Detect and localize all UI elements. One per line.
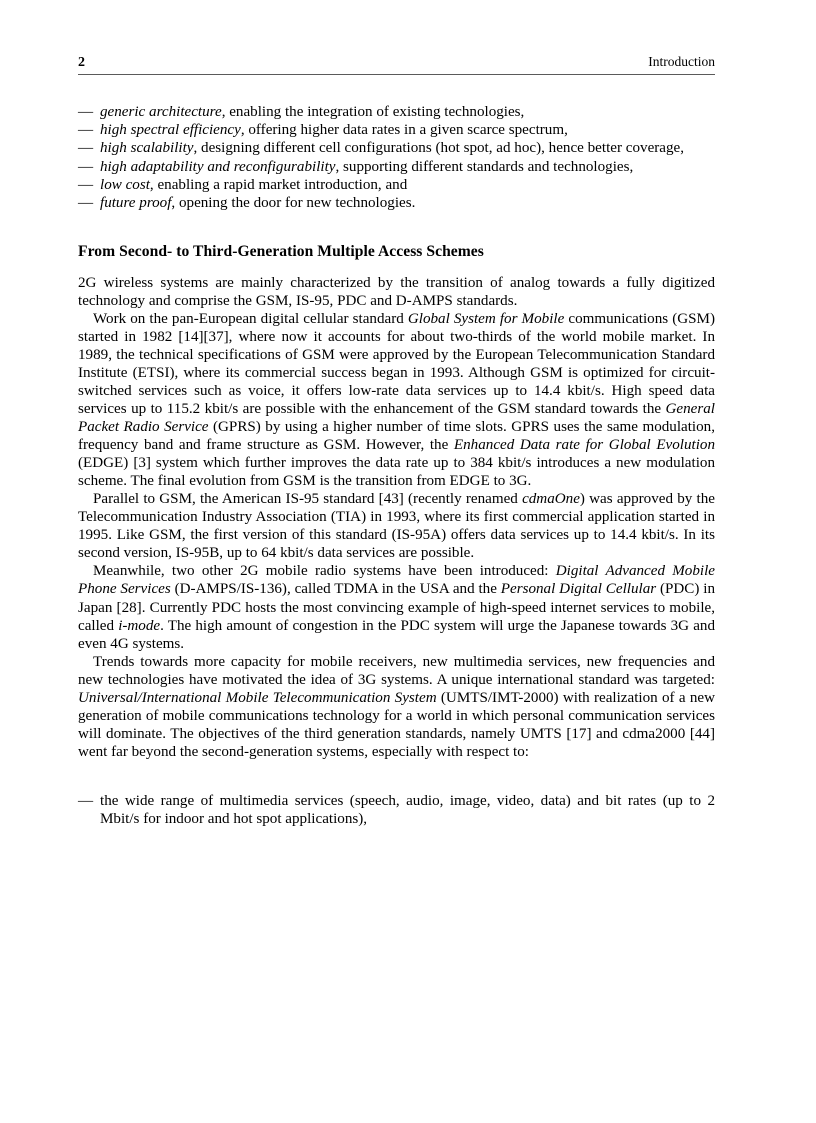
list-item bbox=[78, 176, 715, 194]
em-dash-marker: — bbox=[78, 176, 94, 193]
list-item-text: , enabling the integration of existing technologies, bbox=[221, 104, 525, 121]
term-damps: Digital Advanced Mobile Phone Services bbox=[78, 563, 715, 598]
paragraph-text: (EDGE) [3] system which further improves the data rate up to 384 kbit/s introduces a new modulation scheme. The final evolution from GSM is the transition from EDGE to 3G. bbox=[78, 455, 715, 490]
list-item-text: , offering higher data rates in a given scarce spectrum, bbox=[240, 122, 568, 139]
term-cdmaone: cdmaOne bbox=[522, 491, 580, 508]
paragraph-text: (PDC) in Japan [28]. Currently PDC hosts the most convincing example of high-speed internet services to mobile, called bbox=[78, 581, 716, 634]
spacer bbox=[78, 261, 715, 274]
list-item-lead: high spectral efficiency bbox=[100, 122, 241, 139]
list-item-lead: high scalability bbox=[100, 140, 194, 157]
paragraph-text: Work on the pan-European digital cellular standard bbox=[93, 310, 408, 327]
objectives-list bbox=[78, 792, 715, 828]
paragraph-text: Trends towards more capacity for mobile receivers, new multimedia services, new frequencies and new technologies have motivated the idea of 3G systems. A unique international standard was targeted: bbox=[78, 653, 715, 688]
chapter-title: Introduction bbox=[648, 54, 715, 69]
list-item bbox=[78, 139, 715, 157]
paragraph-text: ) was approved by the Telecommunication Industry Association (TIA) in 1993, where its first commercial application started in 1995. Like GSM, the first version of this standard (IS-95A) offers data services up to 14.4 kbit/s. In its second version, IS-95B, up to 64 kbit/s data services are possible. bbox=[78, 491, 715, 562]
list-item bbox=[78, 792, 715, 828]
paragraph-text: (GPRS) by using a higher number of time slots. GPRS uses the same modulation, frequency band and frame structure as GSM. However, the bbox=[78, 419, 715, 454]
paragraph-text: . The high amount of congestion in the PDC system will urge the Japanese towards 3G and even 4G systems. bbox=[78, 617, 715, 652]
list-item-text: the wide range of multimedia services (speech, audio, image, video, data) and bit rates (up to 2 Mbit/s for indoor and hot spot applications), bbox=[100, 792, 715, 827]
spacer bbox=[78, 212, 715, 242]
paragraph-damps-pdc bbox=[78, 562, 715, 652]
page-number: 2 bbox=[78, 55, 85, 70]
em-dash-marker: — bbox=[78, 158, 94, 175]
paragraph-text: (UMTS/IMT-2000) with realization of a new generation of mobile communications technology for a world in which personal communication services will dominate. The objectives of the third generation standards, namely UMTS [17] and cdma2000 [44] went far beyond the second-generation systems, especially with respect to: bbox=[78, 689, 715, 760]
requirements-list bbox=[78, 103, 715, 211]
paragraph-text: 2G wireless systems are mainly characterized by the transition of analog towards a fully digitized technology and comprise the GSM, IS-95, PDC and D-AMPS standards. bbox=[78, 274, 715, 309]
term-edge: Enhanced Data rate for Global Evolution bbox=[453, 437, 716, 454]
section-heading: From Second- to Third-Generation Multiple Access Schemes bbox=[78, 242, 484, 260]
running-header bbox=[78, 55, 715, 75]
em-dash-marker: — bbox=[78, 792, 94, 809]
list-item-lead: future proof bbox=[100, 194, 172, 211]
em-dash-marker: — bbox=[78, 122, 94, 139]
term-global-system-for-mobile: Global System for Mobile bbox=[407, 310, 565, 327]
list-item bbox=[78, 194, 715, 212]
paragraph-text: (D-AMPS/IS-136), called TDMA in the USA and the bbox=[170, 581, 501, 598]
spacer bbox=[78, 761, 715, 792]
paragraph-is95 bbox=[78, 490, 715, 562]
list-item bbox=[78, 158, 715, 176]
list-item-lead: high adaptability and reconfigurability bbox=[100, 158, 336, 175]
paragraph-text: Parallel to GSM, the American IS-95 standard [43] (recently renamed bbox=[93, 491, 523, 508]
em-dash-marker: — bbox=[78, 104, 94, 121]
em-dash-marker: — bbox=[78, 140, 94, 157]
list-item-text: , designing different cell configurations (hot spot, ad hoc), hence better coverage, bbox=[193, 140, 685, 157]
paragraph-text: communications (GSM) started in 1982 [14][37], where now it accounts for about two-thirds of the world mobile market. In 1989, the technical specifications of GSM were approved by the European Telecommunication Standard Institute (ETSI), where its commercial success began in 1993. Although GSM is optimized for circuit-switched services such as voice, it offers low-rate data services up to 14.4 kbit/s. High speed data services up to 115.2 kbit/s are possible with the enhancement of the GSM standard towards the bbox=[78, 310, 715, 417]
list-item-lead: low cost bbox=[100, 176, 150, 193]
paragraph-3g-umts bbox=[78, 653, 715, 761]
list-item-text: , supporting different standards and technologies, bbox=[335, 158, 634, 175]
term-pdc: Personal Digital Cellular bbox=[500, 581, 657, 598]
list-item bbox=[78, 121, 715, 139]
list-item-text: , enabling a rapid market introduction, and bbox=[149, 176, 408, 193]
paragraph-text: Meanwhile, two other 2G mobile radio systems have been introduced: bbox=[93, 563, 556, 580]
paragraph-intro bbox=[78, 274, 715, 310]
list-item-lead: generic architecture bbox=[100, 104, 222, 121]
term-imode: i-mode bbox=[118, 617, 161, 634]
spacer bbox=[78, 75, 715, 103]
list-item bbox=[78, 103, 715, 121]
term-gprs: General Packet Radio Service bbox=[78, 401, 715, 436]
list-item-text: , opening the door for new technologies. bbox=[171, 194, 416, 211]
paragraph-gsm bbox=[78, 310, 715, 490]
term-umts: Universal/International Mobile Telecommunication System bbox=[78, 689, 437, 706]
em-dash-marker: — bbox=[78, 194, 94, 211]
page-content bbox=[78, 55, 715, 828]
